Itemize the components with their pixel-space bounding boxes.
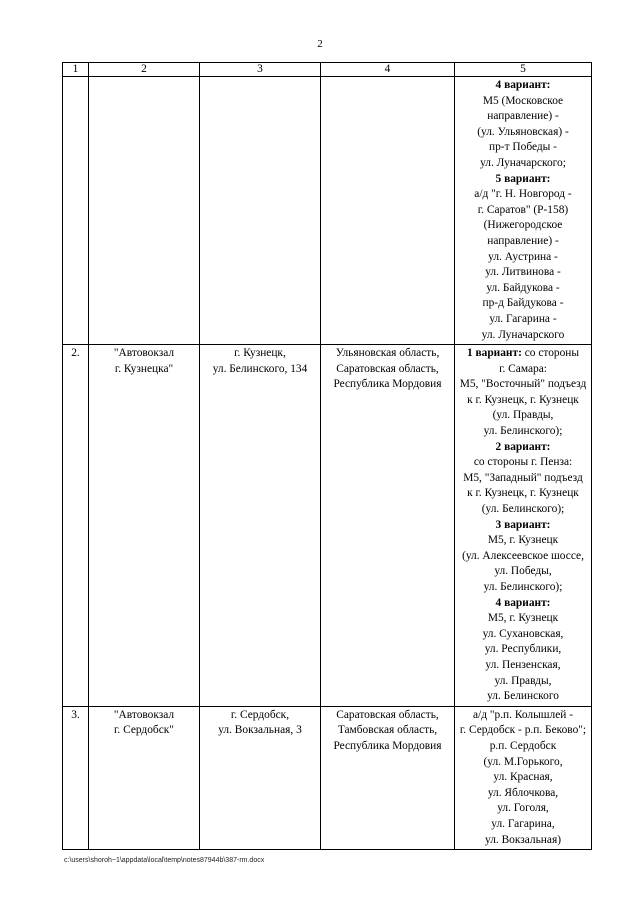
address-line: ул. Белинского, 134 <box>212 362 308 375</box>
route-line: ул. Аустрина - <box>488 250 558 263</box>
route-line: (ул. Алексеевское шоссе, <box>462 549 584 562</box>
route-line: направление) - <box>487 234 559 247</box>
variant-heading: 4 вариант: <box>495 596 551 609</box>
route-line: направление) - <box>487 110 559 123</box>
route-line: ул. Правды, <box>494 674 552 687</box>
route-line: пр-т Победы - <box>489 141 557 154</box>
route-line: (Нижегородское <box>483 219 563 232</box>
row-number-cell: 3. <box>63 706 89 849</box>
route-cell <box>455 706 592 849</box>
route-line: к г. Кузнецк, г. Кузнецк <box>467 487 579 500</box>
route-line: ул. Сухановская, <box>482 627 564 640</box>
address-cell <box>200 345 321 707</box>
route-line: ул. Байдукова - <box>486 281 560 294</box>
header-cell: 3 <box>200 63 321 77</box>
variant-heading: 5 вариант: <box>495 172 551 185</box>
route-line: М5, "Восточный" подъезд <box>459 378 587 391</box>
variant-heading: 4 вариант: <box>495 79 551 91</box>
route-line: ул. Красная, <box>493 771 553 784</box>
route-cell <box>455 345 592 707</box>
address-cell <box>200 706 321 849</box>
route-line: ул. Вокзальная) <box>485 833 561 846</box>
table-header-row <box>63 63 592 77</box>
name-line: "Автовокзал <box>113 708 175 721</box>
regions-line: Тамбовская область, <box>337 724 438 737</box>
address-line: г. Сердобск, <box>230 708 290 721</box>
route-line: М5 (Московское <box>482 94 564 107</box>
table-row <box>63 77 592 345</box>
route-line: г. Сердобск - р.п. Беково"; <box>459 724 587 737</box>
route-line: к г. Кузнецк, г. Кузнецк <box>467 393 579 406</box>
route-line: ул. Литвинова - <box>485 266 561 279</box>
route-cell <box>455 77 592 345</box>
route-line: пр-д Байдукова - <box>482 297 564 310</box>
table-row <box>63 345 592 707</box>
regions-cell <box>321 345 455 707</box>
name-cell <box>89 706 200 849</box>
route-line: ул. Луначарского; <box>480 156 566 169</box>
route-line: ул. Гагарина - <box>489 312 557 325</box>
address-line: ул. Вокзальная, 3 <box>218 724 302 737</box>
route-line: ул. Белинского); <box>483 425 563 438</box>
route-line: (ул. Белинского); <box>481 503 565 516</box>
route-text: со стороны <box>521 347 580 360</box>
route-line: М5, "Западный" подъезд <box>463 471 583 484</box>
address-line: г. Кузнецк, <box>234 347 286 360</box>
name-line: г. Сердобск" <box>114 724 174 737</box>
name-line: "Автовокзал <box>113 347 175 360</box>
route-line: г. Саратов" (Р-158) <box>477 203 569 216</box>
header-cell: 1 <box>63 63 89 77</box>
route-line <box>458 346 588 362</box>
route-line: ул. Луначарского <box>481 328 565 341</box>
regions-line: Саратовская область, <box>336 362 439 375</box>
route-line: ул. Белинского); <box>483 581 563 593</box>
row-number-cell: 2. <box>63 345 89 707</box>
file-path-footer: c:\users\shoroh~1\appdata\local\temp\notes87944b\387-rm.docx <box>64 857 265 864</box>
route-line: ул. Гоголя, <box>497 802 549 815</box>
regions-line: Ульяновская область, <box>335 347 440 360</box>
table-row <box>63 706 592 849</box>
regions-cell <box>321 706 455 849</box>
route-line: ул. Республики, <box>484 643 562 656</box>
header-cell: 5 <box>455 63 592 77</box>
regions-line: Саратовская область, <box>336 708 439 721</box>
route-line: М5, г. Кузнецк <box>487 534 559 547</box>
route-line: а/д "р.п. Колышлей - <box>472 708 573 721</box>
regions-cell <box>321 77 455 345</box>
name-cell <box>89 77 200 345</box>
page-number: 2 <box>317 38 323 50</box>
address-cell <box>200 77 321 345</box>
route-line: г. Самара: <box>499 362 547 375</box>
route-line: ул. Гагарина, <box>491 817 555 830</box>
routes-table <box>62 62 592 850</box>
header-cell: 4 <box>321 63 455 77</box>
variant-heading: 1 вариант: <box>466 347 522 360</box>
variant-heading: 3 вариант: <box>495 518 551 531</box>
name-cell <box>89 345 200 707</box>
route-line: (ул. Правды, <box>492 409 554 422</box>
route-line: ул. Белинского <box>487 690 559 703</box>
header-cell: 2 <box>89 63 200 77</box>
route-line: (ул. Ульяновская) - <box>477 125 569 138</box>
route-line: М5, г. Кузнецк <box>487 612 559 625</box>
route-line: ул. Яблочкова, <box>487 786 559 799</box>
regions-line: Республика Мордовия <box>333 378 442 391</box>
route-line: ул. Пензенская, <box>485 658 561 671</box>
route-line: р.п. Сердобск <box>489 739 557 752</box>
route-line: (ул. М.Горького, <box>483 755 563 768</box>
variant-heading: 2 вариант: <box>495 440 551 453</box>
route-line: со стороны г. Пенза: <box>473 456 573 469</box>
route-line: а/д "г. Н. Новгород - <box>474 188 572 201</box>
row-number-cell <box>63 77 89 345</box>
name-line: г. Кузнецка" <box>114 362 174 375</box>
regions-line: Республика Мордовия <box>333 739 442 752</box>
route-line: ул. Победы, <box>494 565 552 578</box>
